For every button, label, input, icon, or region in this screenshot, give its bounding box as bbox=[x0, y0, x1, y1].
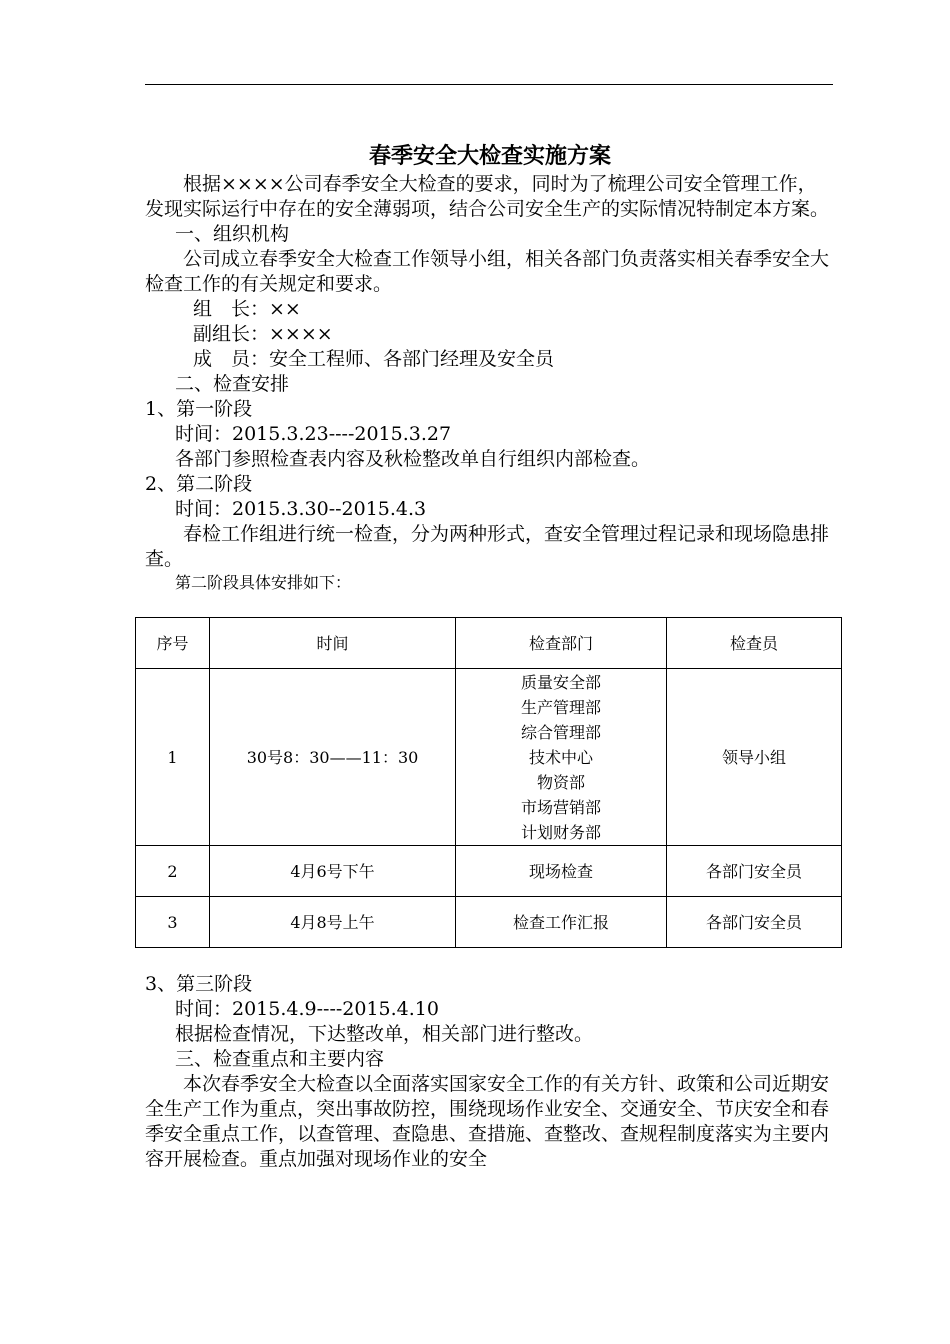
section1-text: 公司成立春季安全大检查工作领导小组，相关各部门负责落实相关春季安全大检查工作的有关规定和要求。 bbox=[145, 248, 830, 295]
phase1-time: 时间：2015.3.23----2015.3.27 bbox=[175, 423, 452, 445]
row-time: 4月8号上午 bbox=[210, 897, 456, 948]
table-row bbox=[136, 669, 842, 846]
deputy-line: 副组长：×××× bbox=[193, 323, 333, 345]
row-no: 3 bbox=[136, 897, 210, 948]
document-title: 春季安全大检查实施方案 bbox=[368, 143, 611, 169]
section3-heading: 三、检查重点和主要内容 bbox=[175, 1048, 385, 1070]
header-inspector: 检查员 bbox=[667, 618, 842, 669]
schedule-table bbox=[135, 617, 842, 948]
members-line: 成 员：安全工程师、各部门经理及安全员 bbox=[193, 348, 555, 370]
dept-item: 生产管理部 bbox=[520, 697, 601, 717]
row-depts bbox=[456, 669, 667, 846]
intro-paragraph: 根据××××公司春季安全大检查的要求，同时为了梳理公司安全管理工作，发现实际运行中存在的安全薄弱项，结合公司安全生产的实际情况特制定本方案。 bbox=[145, 173, 830, 220]
dept-item: 市场营销部 bbox=[520, 797, 601, 817]
phase3-time: 时间：2015.4.9----2015.4.10 bbox=[175, 998, 439, 1020]
dept-item: 物资部 bbox=[536, 772, 585, 792]
phase2-time: 时间：2015.3.30--2015.4.3 bbox=[175, 498, 427, 520]
dept-item: 质量安全部 bbox=[520, 672, 601, 692]
leader-line: 组 长：×× bbox=[193, 298, 301, 320]
table-row bbox=[136, 897, 842, 948]
header-time: 时间 bbox=[210, 618, 456, 669]
row-depts: 现场检查 bbox=[456, 846, 667, 897]
phase3-text: 根据检查情况，下达整改单，相关部门进行整改。 bbox=[175, 1023, 594, 1045]
section2-heading: 二、检查安排 bbox=[175, 373, 290, 395]
section3-text: 本次春季安全大检查以全面落实国家安全工作的有关方针、政策和公司近期安全生产工作为重点，突出事故防控，围绕现场作业安全、交通安全、节庆安全和春季安全重点工作，以查管理、查隐患、查措施、查整改、查规程制度落实为主要内容开展检查。重点加强对现场作业的安全 bbox=[145, 1073, 830, 1170]
table-row bbox=[136, 846, 842, 897]
table-header-row bbox=[136, 618, 842, 669]
row-no: 2 bbox=[136, 846, 210, 897]
table-caption: 第二阶段具体安排如下： bbox=[175, 573, 352, 592]
header-dept: 检查部门 bbox=[456, 618, 667, 669]
header-no: 序号 bbox=[136, 618, 210, 669]
dept-item: 综合管理部 bbox=[520, 722, 601, 742]
row-inspector: 领导小组 bbox=[667, 669, 842, 846]
document-body-continued bbox=[145, 972, 835, 1172]
row-time: 4月6号下午 bbox=[210, 846, 456, 897]
row-depts: 检查工作汇报 bbox=[456, 897, 667, 948]
phase1-text: 各部门参照检查表内容及秋检整改单自行组织内部检查。 bbox=[175, 448, 651, 470]
row-inspector: 各部门安全员 bbox=[667, 897, 842, 948]
dept-item: 计划财务部 bbox=[520, 822, 601, 842]
header-rule bbox=[145, 84, 833, 85]
row-no: 1 bbox=[136, 669, 210, 846]
phase2-title: 2、第二阶段 bbox=[145, 473, 253, 495]
phase2-text: 春检工作组进行统一检查，分为两种形式，查安全管理过程记录和现场隐患排查。 bbox=[145, 523, 830, 570]
row-time: 30号8：30——11：30 bbox=[210, 669, 456, 846]
dept-item: 技术中心 bbox=[528, 747, 593, 767]
phase1-title: 1、第一阶段 bbox=[145, 398, 253, 420]
document-body bbox=[145, 140, 835, 594]
section1-heading: 一、组织机构 bbox=[175, 223, 290, 245]
row-inspector: 各部门安全员 bbox=[667, 846, 842, 897]
phase3-title: 3、第三阶段 bbox=[145, 973, 253, 995]
